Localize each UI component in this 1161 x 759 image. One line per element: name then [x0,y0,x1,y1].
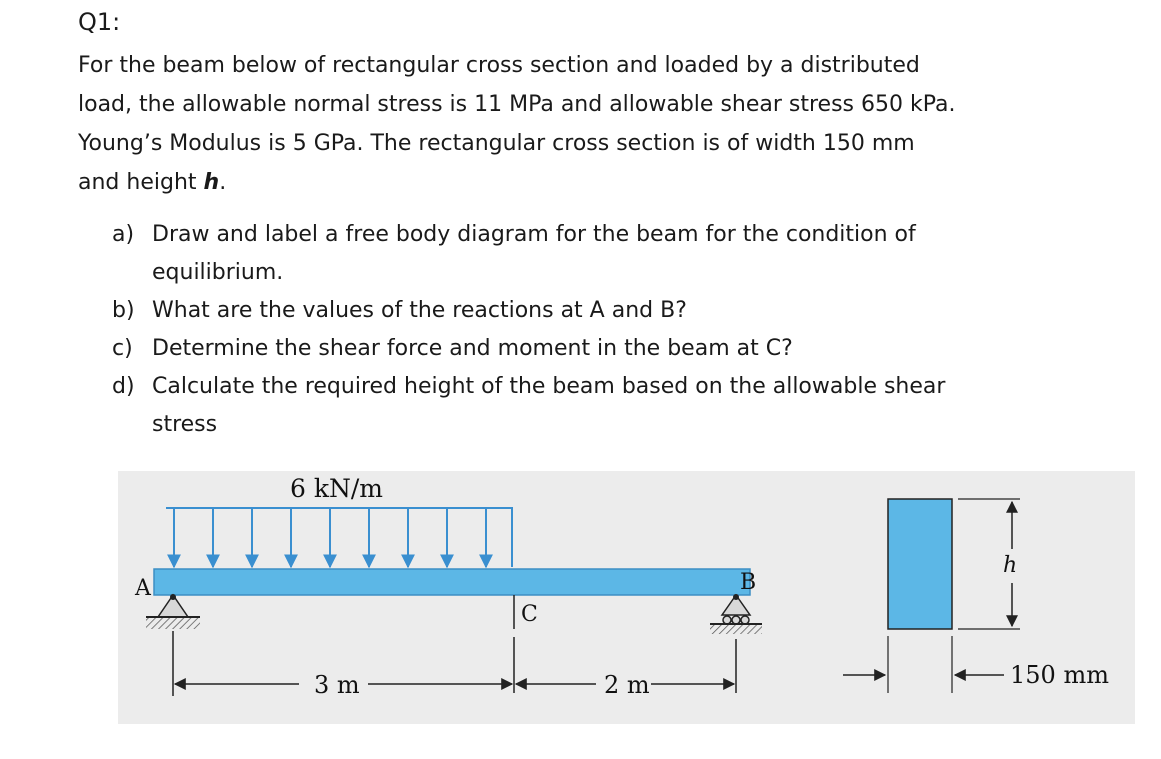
part-marker: d) [112,374,135,399]
part-c [112,330,1072,368]
section-width-label: 150 mm [1010,661,1109,689]
intro-end: . [219,170,227,195]
beam-diagram [118,471,1135,724]
load-label: 6 kN/m [290,474,384,503]
section-height-label: h [1003,553,1018,578]
point-b-label: B [740,570,757,595]
part-text: equilibrium. [152,260,284,285]
part-text: stress [152,412,218,437]
beam [154,569,750,595]
intro-line: Young’s Modulus is 5 GPa. The rectangular cross section is of width 150 mm [78,131,915,156]
dim-left-label: 3 m [314,671,360,699]
part-text: Draw and label a free body diagram for the beam for the condition of [152,222,916,247]
intro-line [78,163,1078,202]
question-parts [112,216,1072,444]
height-symbol: h [203,170,220,195]
question-intro [78,46,1078,202]
part-marker: b) [112,298,135,323]
intro-line: load, the allowable normal stress is 11 MPa and allowable shear stress 650 kPa. [78,92,956,117]
intro-line: For the beam below of rectangular cross section and loaded by a distributed [78,53,920,78]
point-a-label: A [135,576,151,601]
intro-line-text: and height [78,170,204,195]
part-text: Determine the shear force and moment in the beam at C? [152,336,793,361]
question-title: Q1: [78,8,121,36]
part-marker: c) [112,336,133,361]
beam-figure [118,471,1135,724]
part-a [112,216,1072,292]
part-marker: a) [112,222,135,247]
part-text: What are the values of the reactions at A and B? [152,298,687,323]
part-text: Calculate the required height of the beam based on the allowable shear [152,374,946,399]
part-b [112,292,1072,330]
part-d [112,368,1072,444]
cross-section [888,499,952,629]
dim-right-label: 2 m [604,671,650,699]
point-c-label: C [521,602,538,627]
